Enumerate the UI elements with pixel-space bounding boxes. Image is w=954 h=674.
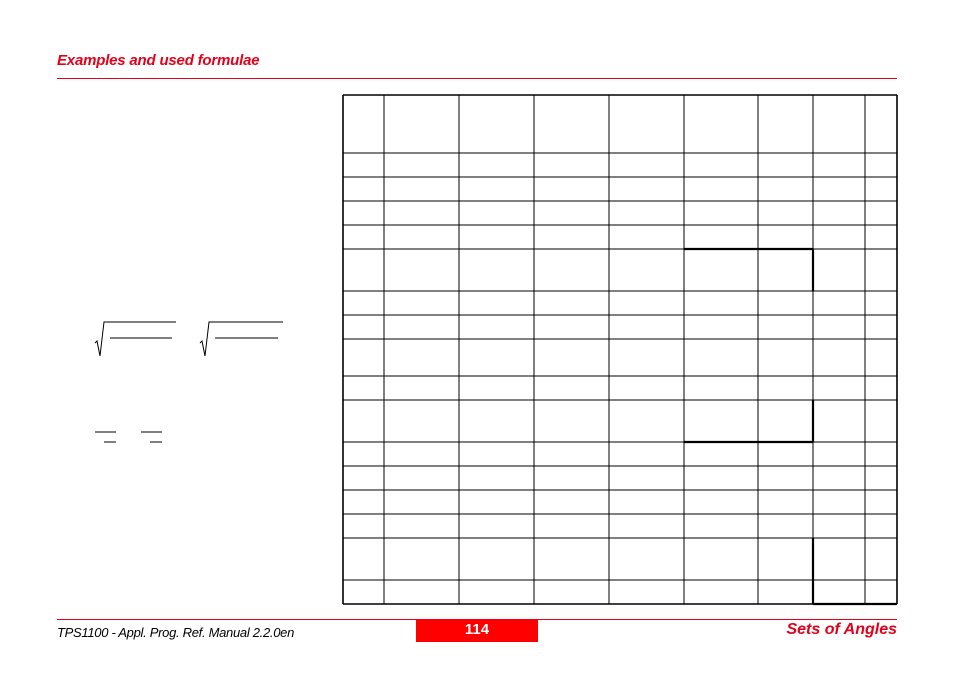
page-number-badge: 114 bbox=[416, 620, 538, 642]
section-header-title: Examples and used formulae bbox=[57, 52, 260, 69]
manual-reference: TPS1100 - Appl. Prog. Ref. Manual 2.2.0en bbox=[57, 625, 295, 640]
section-title: Sets of Angles bbox=[786, 621, 897, 638]
